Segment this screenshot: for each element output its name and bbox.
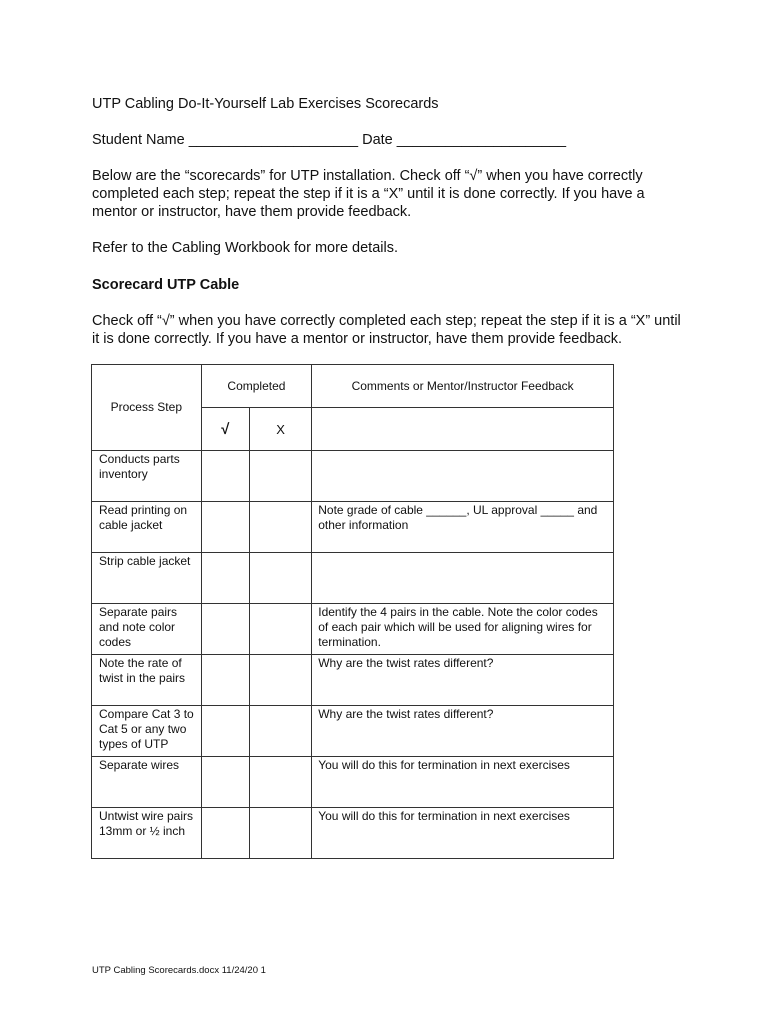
check-cell[interactable] [201,808,249,859]
table-row [92,604,614,655]
comment-label: Why are the twist rates different? [318,656,494,670]
table-row [92,706,614,757]
x-mark-header: X [249,408,311,451]
step-cell [92,706,202,757]
step-label: Untwist wire pairs 13mm or ½ inch [99,809,194,838]
comment-label [312,451,613,452]
step-cell [92,502,202,553]
step-label: Conducts parts inventory [99,452,180,481]
check-cell[interactable] [201,757,249,808]
table-row [92,553,614,604]
x-cell[interactable] [249,706,311,757]
comment-cell[interactable] [312,553,614,604]
comments-header: Comments or Mentor/Instructor Feedback [312,365,614,408]
comment-label: You will do this for termination in next exercises [318,758,570,772]
scorecard-heading: Scorecard UTP Cable [92,277,240,293]
table-row [92,808,614,859]
completed-header: Completed [201,365,312,408]
x-cell[interactable] [249,451,311,502]
table-row [92,502,614,553]
comment-cell[interactable] [312,757,614,808]
comment-cell[interactable] [312,808,614,859]
x-cell[interactable] [249,553,311,604]
comment-cell[interactable] [312,655,614,706]
comment-cell[interactable] [312,706,614,757]
step-label: Note the rate of twist in the pairs [99,656,186,685]
student-name-date-line: Student Name _____________________ Date _____________________ [92,132,567,148]
comment-cell[interactable] [312,502,614,553]
step-label: Strip cable jacket [99,554,191,568]
step-cell [92,451,202,502]
check-cell[interactable] [201,604,249,655]
check-cell[interactable] [201,451,249,502]
check-cell[interactable] [201,706,249,757]
x-cell[interactable] [249,502,311,553]
table-row [92,451,614,502]
check-mark-header: √ [201,408,249,451]
comment-cell[interactable] [312,604,614,655]
step-cell [92,553,202,604]
comment-label: You will do this for termination in next exercises [318,809,570,823]
comments-subheader-blank [312,408,614,451]
table-row [92,757,614,808]
x-cell[interactable] [249,604,311,655]
scorecard-table [91,364,614,859]
step-cell [92,757,202,808]
table-row [92,655,614,706]
check-off-paragraph: Check off “√” when you have correctly completed each step; repeat the step if it is a “X” until it is done correctly. If you have a mentor or instructor, have them provide feedback. [92,313,681,347]
step-label: Separate wires [99,758,180,772]
step-cell [92,604,202,655]
step-label: Compare Cat 3 to Cat 5 or any two types of UTP [99,707,194,751]
comment-label: Identify the 4 pairs in the cable. Note the color codes of each pair which will be used for aligning wires for termination. [318,605,598,649]
check-cell[interactable] [201,655,249,706]
step-label: Read printing on cable jacket [99,503,188,532]
x-cell[interactable] [249,757,311,808]
comment-label: Note grade of cable ______, UL approval _____ and other information [318,503,598,532]
refer-paragraph: Refer to the Cabling Workbook for more details. [92,240,398,256]
document-title: UTP Cabling Do-It-Yourself Lab Exercises Scorecards [92,96,439,112]
comment-label: Why are the twist rates different? [318,707,494,721]
process-step-header: Process Step [92,365,202,451]
comment-cell[interactable] [312,451,614,502]
check-cell[interactable] [201,553,249,604]
x-cell[interactable] [249,655,311,706]
x-cell[interactable] [249,808,311,859]
step-label: Separate pairs and note color codes [99,605,178,649]
step-cell [92,655,202,706]
table-header-row [92,365,614,408]
intro-paragraph: Below are the “scorecards” for UTP installation. Check off “√” when you have correctly completed each step; repeat the step if it is a “X” until it is done correctly. If you have a mentor or instructor, have them provide feedback. [92,168,645,220]
check-cell[interactable] [201,502,249,553]
page-footer: UTP Cabling Scorecards.docx 11/24/20 1 [92,965,266,976]
comment-label [312,553,613,554]
step-cell [92,808,202,859]
